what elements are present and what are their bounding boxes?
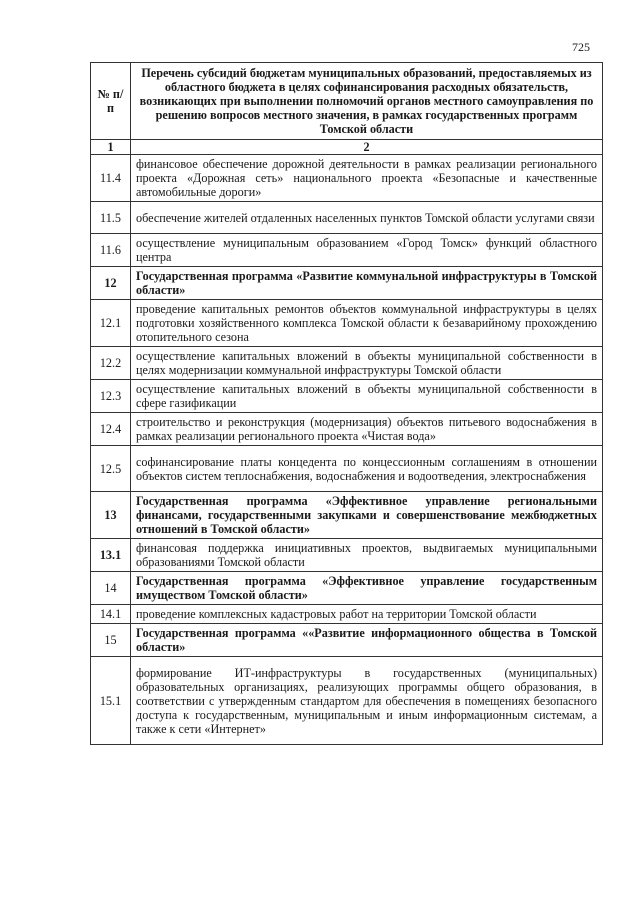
table-row <box>91 446 603 492</box>
table-row <box>91 202 603 234</box>
row-text: проведение капитальных ремонтов объектов коммунальной инфраструктуры в целях подготовки хозяйственного комплекса Томской области к безаварийному прохождению отопительного сезона <box>131 300 603 347</box>
row-number: 12.1 <box>91 300 131 347</box>
column-index-row <box>91 140 603 155</box>
row-number: 15.1 <box>91 657 131 745</box>
row-number: 12.3 <box>91 380 131 413</box>
row-text: строительство и реконструкция (модернизация) объектов питьевого водоснабжения в рамках реализации регионального проекта «Чистая вода» <box>131 413 603 446</box>
row-number: 14.1 <box>91 605 131 624</box>
table-row <box>91 413 603 446</box>
table-row <box>91 657 603 745</box>
column-index-1: 1 <box>91 140 131 155</box>
row-number: 12.2 <box>91 347 131 380</box>
row-text: осуществление муниципальным образованием «Город Томск» функций областного центра <box>131 234 603 267</box>
header-number-column: № п/п <box>91 63 131 140</box>
row-number: 11.4 <box>91 155 131 202</box>
subsidies-table <box>90 62 603 745</box>
table-row <box>91 155 603 202</box>
row-text: финансовое обеспечение дорожной деятельности в рамках реализации регионального проекта «Дорожная сеть» национального проекта «Безопасные и качественные автомобильные дороги» <box>131 155 603 202</box>
table-row <box>91 347 603 380</box>
row-text: Государственная программа «Эффективное управление региональными финансами, государственными закупками и совершенствование межбюджетных отношений в Томской области» <box>131 492 603 539</box>
row-number: 11.6 <box>91 234 131 267</box>
row-number: 13 <box>91 492 131 539</box>
table-row <box>91 234 603 267</box>
table-row <box>91 300 603 347</box>
row-text: Государственная программа ««Развитие информационного общества в Томской области» <box>131 624 603 657</box>
row-text: финансовая поддержка инициативных проектов, выдвигаемых муниципальными образованиями Томской области <box>131 539 603 572</box>
row-text: проведение комплексных кадастровых работ на территории Томской области <box>131 605 603 624</box>
row-text: формирование ИТ-инфраструктуры в государственных (муниципальных) образовательных организациях, реализующих программы общего образования, в соответствии с утвержденным стандартом для обеспечения в помещениях безопасного доступа к государственным, муниципальным и иным информационным системам, а также к сети «Интернет» <box>131 657 603 745</box>
row-text: осуществление капитальных вложений в объекты муниципальной собственности в целях модернизации коммунальной инфраструктуры Томской области <box>131 347 603 380</box>
page-number: 725 <box>572 40 590 54</box>
row-number: 14 <box>91 572 131 605</box>
row-text: обеспечение жителей отдаленных населенных пунктов Томской области услугами связи <box>131 202 603 234</box>
table-row <box>91 380 603 413</box>
row-text: Государственная программа «Эффективное управление государственным имуществом Томской области» <box>131 572 603 605</box>
row-number: 11.5 <box>91 202 131 234</box>
row-text: осуществление капитальных вложений в объекты муниципальной собственности в сфере газификации <box>131 380 603 413</box>
row-number: 13.1 <box>91 539 131 572</box>
row-number: 12.4 <box>91 413 131 446</box>
row-number: 12.5 <box>91 446 131 492</box>
header-title-column: Перечень субсидий бюджетам муниципальных образований, предоставляемых из областного бюджета в целях софинансирования расходных обязательств, возникающих при выполнении полномочий органов местного самоуправления по решению вопросов местного значения, в рамках государственных программ Томской области <box>131 63 603 140</box>
table-row <box>91 492 603 539</box>
table-header-row <box>91 63 603 140</box>
table-row <box>91 572 603 605</box>
table-row <box>91 539 603 572</box>
column-index-2: 2 <box>131 140 603 155</box>
table-row <box>91 605 603 624</box>
table-row <box>91 267 603 300</box>
row-number: 12 <box>91 267 131 300</box>
row-text: софинансирование платы концедента по концессионным соглашениям в отношении объектов систем теплоснабжения, водоснабжения и водоотведения, электроснабжения <box>131 446 603 492</box>
row-text: Государственная программа «Развитие коммунальной инфраструктуры в Томской области» <box>131 267 603 300</box>
table-row <box>91 624 603 657</box>
row-number: 15 <box>91 624 131 657</box>
